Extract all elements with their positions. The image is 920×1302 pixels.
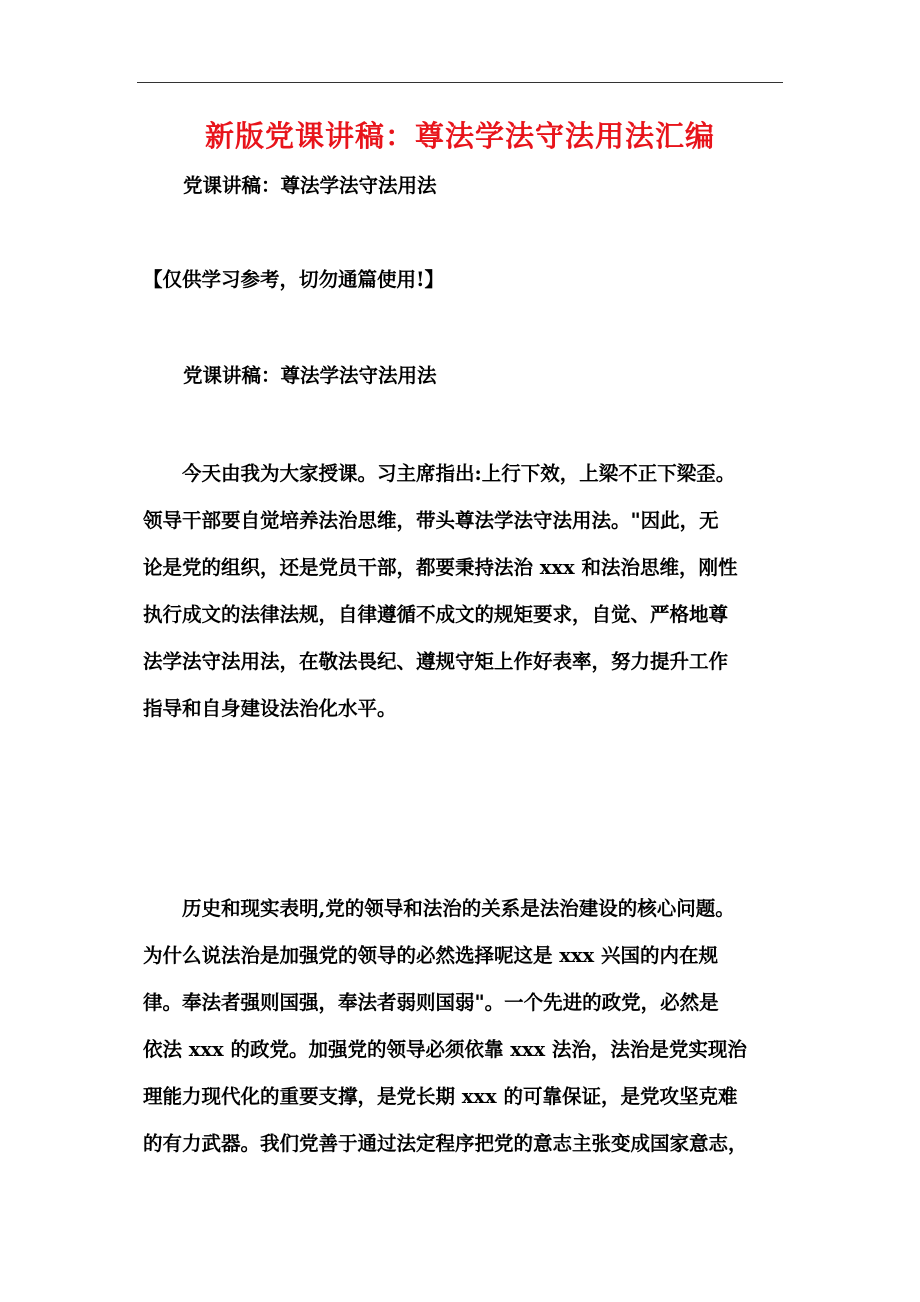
section-heading: 党课讲稿：尊法学法守法用法 xyxy=(183,364,437,387)
document-subtitle: 党课讲稿：尊法学法守法用法 xyxy=(183,174,437,197)
paragraph-line: 法学法守法用法，在敬法畏纪、遵规守矩上作好表率，努力提升工作 xyxy=(143,650,729,673)
paragraph-line: 的有力武器。我们党善于通过法定程序把党的意志主张变成国家意志， xyxy=(143,1132,748,1155)
paragraph-line: 领导干部要自觉培养法治思维，带头尊法学法守法用法。"因此，无 xyxy=(143,509,719,532)
paragraph-line: 律。奉法者强则国强，奉法者弱则国弱"。一个先进的政党，必然是 xyxy=(143,991,719,1014)
paragraph-line: 今天由我为大家授课。习主席指出:上行下效，上梁不正下梁歪。 xyxy=(182,462,736,485)
paragraph-history xyxy=(143,885,793,1167)
paragraph-line: 执行成文的法律法规，自律遵循不成文的规矩要求，自觉、严格地尊 xyxy=(143,603,729,626)
paragraph-line: 为什么说法治是加强党的领导的必然选择呢这是 xxx 兴国的内在规 xyxy=(143,944,718,967)
paragraph-intro xyxy=(143,450,793,732)
document-title: 新版党课讲稿：尊法学法守法用法汇编 xyxy=(204,119,715,153)
paragraph-line: 指导和自身建设法治化水平。 xyxy=(143,697,397,720)
paragraph-line: 依法 xxx 的政党。加强党的领导必须依靠 xxx 法治，法治是党实现治 xyxy=(143,1038,747,1061)
paragraph-line: 历史和现实表明,党的领导和法治的关系是法治建设的核心问题。 xyxy=(182,897,735,920)
paragraph-line: 理能力现代化的重要支撑，是党长期 xxx 的可靠保证，是党攻坚克难 xyxy=(143,1085,738,1108)
paragraph-line: 论是党的组织，还是党员干部，都要秉持法治 xxx 和法治思维，刚性 xyxy=(143,556,738,579)
usage-notice: 【仅供学习参考，切勿通篇使用!】 xyxy=(143,268,445,291)
header-rule xyxy=(137,82,783,83)
